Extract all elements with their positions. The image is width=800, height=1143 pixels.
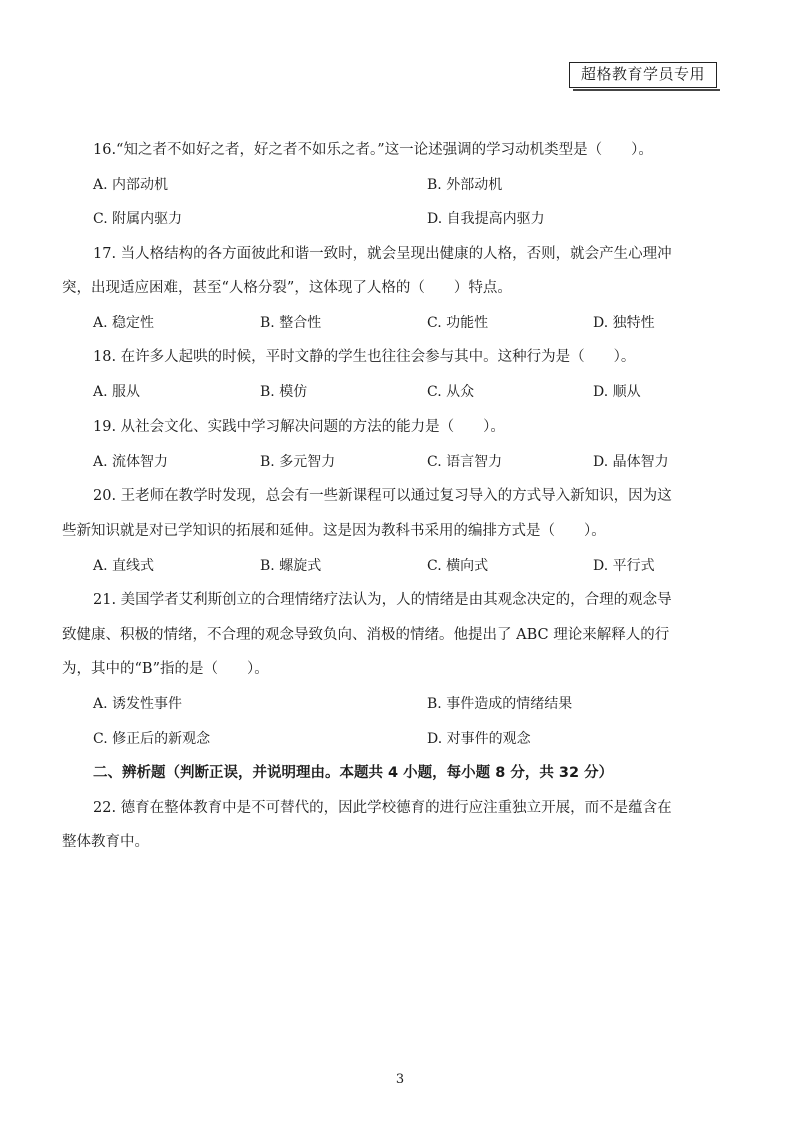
question-21-stem-line1: 21. 美国学者艾利斯创立的合理情绪疗法认为，人的情绪是由其观念决定的，合理的观念导 xyxy=(93,592,672,608)
question-17-option-c: C. 功能性 xyxy=(427,315,489,331)
question-20-option-b: B. 螺旋式 xyxy=(260,558,322,574)
question-20-option-c: C. 横向式 xyxy=(427,558,489,574)
question-18-option-a: A. 服从 xyxy=(93,384,141,400)
question-17-stem-line2: 突，出现适应困难，甚至“人格分裂”，这体现了人格的（ ）特点。 xyxy=(62,280,512,296)
page-number: 3 xyxy=(395,1072,405,1087)
question-21-option-b: B. 事件造成的情绪结果 xyxy=(427,696,573,712)
question-17-option-a: A. 稳定性 xyxy=(93,315,155,331)
question-16-option-a: A. 内部动机 xyxy=(93,177,169,193)
question-18-stem: 18. 在许多人起哄的时候，平时文静的学生也往往会参与其中。这种行为是（ ）。 xyxy=(93,349,636,365)
question-18-option-c: C. 从众 xyxy=(427,384,475,400)
stamp-label: 超格教育学员专用 xyxy=(569,62,717,88)
question-21-option-d: D. 对事件的观念 xyxy=(427,731,531,747)
question-20-option-a: A. 直线式 xyxy=(93,558,155,574)
question-21-stem-line2: 致健康、积极的情绪，不合理的观念导致负向、消极的情绪。他提出了 ABC 理论来解释人的行 xyxy=(62,627,670,643)
question-16-option-c: C. 附属内驱力 xyxy=(93,211,183,227)
question-22-stem-line1: 22. 德育在整体教育中是不可替代的，因此学校德育的进行应注重独立开展，而不是蕴含在 xyxy=(93,800,672,816)
question-16-stem: 16.“知之者不如好之者，好之者不如乐之者。”这一论述强调的学习动机类型是（ ）。 xyxy=(93,142,653,158)
section-2-heading: 二、辨析题（判断正误，并说明理由。本题共 4 小题，每小题 8 分，共 32 分） xyxy=(93,765,614,781)
question-19-option-d: D. 晶体智力 xyxy=(593,454,669,470)
question-17-option-d: D. 独特性 xyxy=(593,315,655,331)
question-20-stem-line1: 20. 王老师在教学时发现，总会有一些新课程可以通过复习导入的方式导入新知识，因为这 xyxy=(93,488,672,504)
question-18-option-d: D. 顺从 xyxy=(593,384,641,400)
question-19-option-a: A. 流体智力 xyxy=(93,454,169,470)
question-21-stem-line3: 为，其中的“B”指的是（ ）。 xyxy=(62,661,269,677)
question-21-option-a: A. 诱发性事件 xyxy=(93,696,183,712)
question-20-option-d: D. 平行式 xyxy=(593,558,655,574)
question-17-option-b: B. 整合性 xyxy=(260,315,322,331)
question-18-option-b: B. 模仿 xyxy=(260,384,308,400)
question-22-stem-line2: 整体教育中。 xyxy=(62,834,149,850)
question-19-option-c: C. 语言智力 xyxy=(427,454,503,470)
question-19-stem: 19. 从社会文化、实践中学习解决问题的方法的能力是（ ）。 xyxy=(93,419,505,435)
question-17-stem-line1: 17. 当人格结构的各方面彼此和谐一致时，就会呈现出健康的人格，否则，就会产生心理冲 xyxy=(93,246,672,262)
question-21-option-c: C. 修正后的新观念 xyxy=(93,731,211,747)
question-16-option-d: D. 自我提高内驱力 xyxy=(427,211,545,227)
question-16-option-b: B. 外部动机 xyxy=(427,177,503,193)
question-20-stem-line2: 些新知识就是对已学知识的拓展和延伸。这是因为教科书采用的编排方式是（ ）。 xyxy=(62,523,606,539)
question-19-option-b: B. 多元智力 xyxy=(260,454,336,470)
